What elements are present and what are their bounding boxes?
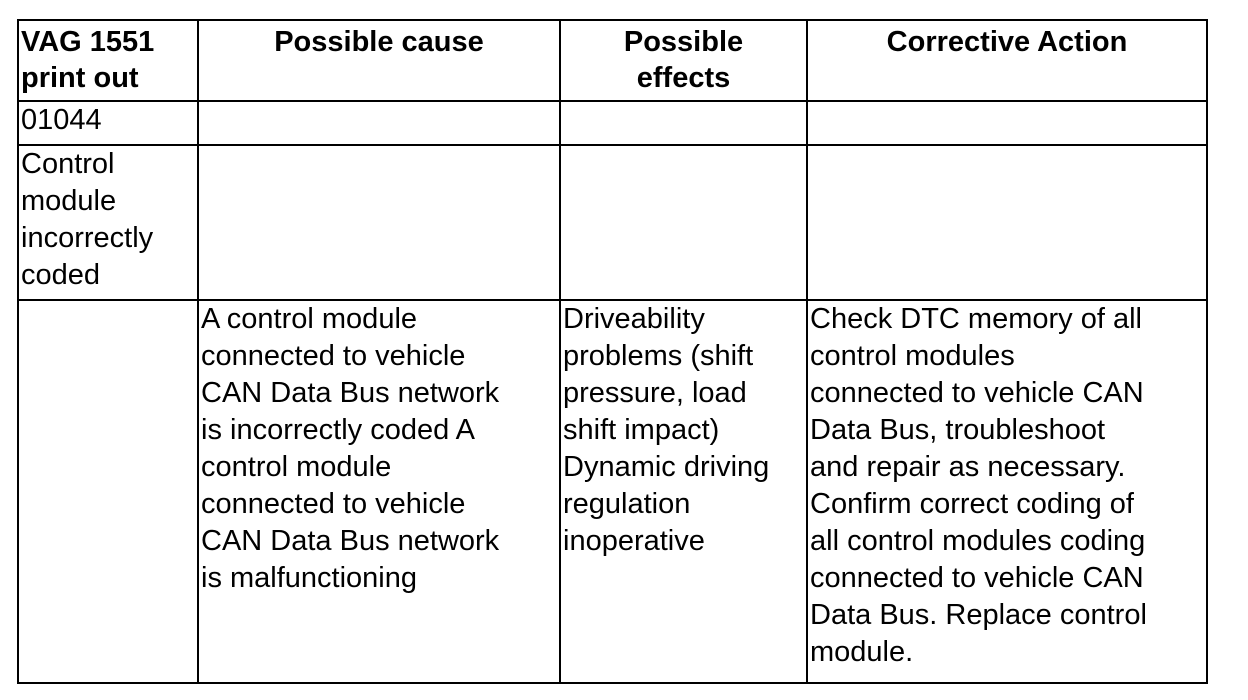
header-vag-printout: VAG 1551 print out — [18, 20, 198, 101]
cell-code: Control module incorrectly coded — [18, 145, 198, 300]
cell-effects — [560, 145, 807, 300]
table-row — [18, 145, 1207, 300]
cell-effects — [560, 101, 807, 145]
cell-code: 01044 — [18, 101, 198, 145]
cell-code — [18, 300, 198, 683]
cell-cause — [198, 145, 560, 300]
table-row — [18, 300, 1207, 683]
header-possible-effects: Possible effects — [560, 20, 807, 101]
cell-action: Check DTC memory of all control modules connected to vehicle CAN Data Bus, troubleshoot and repair as necessary. Confirm correct coding of all control modules coding connected to vehicle CAN Data Bus. Replace control module. — [807, 300, 1207, 683]
cell-effects: Driveability problems (shift pressure, load shift impact) Dynamic driving regulation inoperative — [560, 300, 807, 683]
header-possible-cause: Possible cause — [198, 20, 560, 101]
table-row — [18, 101, 1207, 145]
cell-cause — [198, 101, 560, 145]
cell-action — [807, 145, 1207, 300]
header-corrective-action: Corrective Action — [807, 20, 1207, 101]
cell-action — [807, 101, 1207, 145]
diagnostic-table — [17, 19, 1208, 684]
header-row — [18, 20, 1207, 101]
cell-cause: A control module connected to vehicle CAN Data Bus network is incorrectly coded A control module connected to vehicle CAN Data Bus network is malfunctioning — [198, 300, 560, 683]
